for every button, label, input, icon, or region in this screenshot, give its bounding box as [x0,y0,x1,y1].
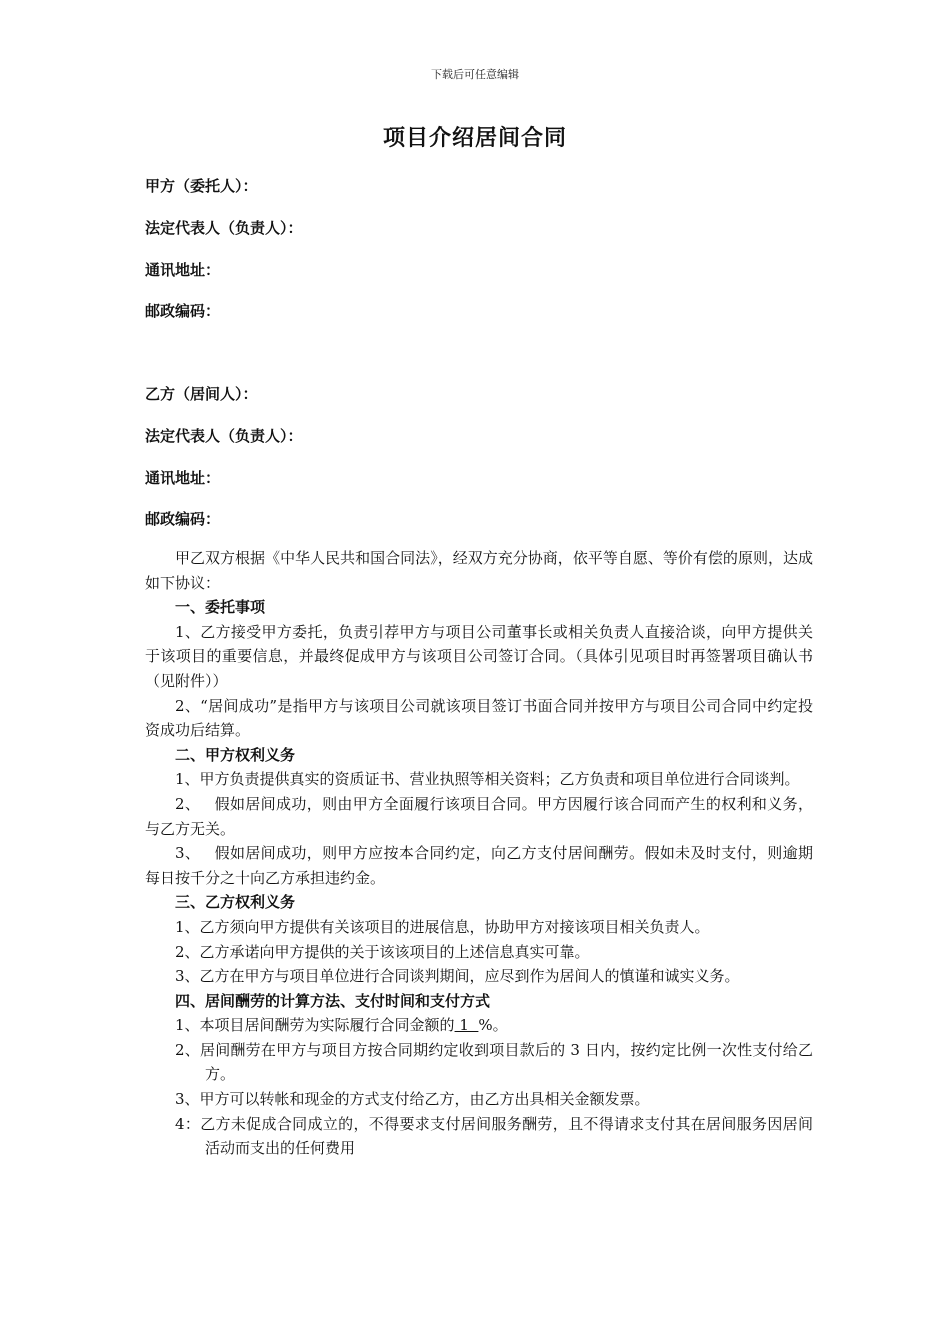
clause-paragraph [145,841,813,890]
page-title: 项目介绍居间合同 [382,126,567,151]
party-b-rep-label: 法定代表人（负责人）： [145,427,303,445]
clause-text: 假如居间成功，则由甲方全面履行该项目合同。甲方因履行该合同而产生的权利和义务，与乙方无关。 [145,794,813,838]
clause-number: 3、 [175,844,201,863]
clause-paragraph: 3、甲方可以转帐和现金的方式支付给乙方，由乙方出具相关金额发票。 [175,1090,650,1109]
clause-paragraph [145,792,813,841]
section-heading: 一、委托事项 [175,598,266,617]
clause-paragraph: 2、“居间成功”是指甲方与该项目公司就该项目签订书面合同并按甲方与项目公司合同中约定投资成功后结算。 [145,696,813,740]
commission-rate-value: 1 [454,1016,479,1035]
clause-paragraph: 1、乙方接受甲方委托，负责引荐甲方与项目公司董事长或相关负责人直接洽谈，向甲方提供关于该项目的重要信息，并最终促成甲方与该项目公司签订合同。（具体引见项目时再签署项目确认书（见附件）） [145,622,813,690]
clause-paragraph: 3、乙方在甲方与项目单位进行合同谈判期间，应尽到作为居间人的慎谨和诚实义务。 [175,967,740,986]
contract-body [145,546,813,1161]
clause-text: 假如居间成功，则甲方应按本合同约定，向乙方支付居间酬劳。假如未及时支付，则逾期每日按千分之十向乙方承担违约金。 [145,844,813,887]
clause-paragraph: 1、乙方须向甲方提供有关该项目的进展信息，协助甲方对接该项目相关负责人。 [175,917,710,936]
section-heading: 四、居间酬劳的计算方法、支付时间和支付方式 [175,991,491,1010]
party-a-rep-label: 法定代表人（负责人）： [145,219,303,237]
header-note: 下载后可任意编辑 [431,68,519,81]
section-heading: 二、甲方权利义务 [175,745,296,764]
clause-paragraph: 1、甲方负责提供真实的资质证书、营业执照等相关资料；乙方负责和项目单位进行合同谈判。 [175,770,800,789]
party-a-postcode-label: 邮政编码： [145,302,221,320]
clause-paragraph: 2、乙方承诺向甲方提供的关于该该项目的上述信息真实可靠。 [175,942,590,961]
section-heading: 三、乙方权利义务 [175,893,296,912]
party-a-address-label: 通讯地址： [145,261,221,279]
party-b-name-label: 乙方（居间人）： [145,385,258,403]
clause-paragraph: 4：乙方未促成合同成立的，不得要求支付居间服务酬劳，且不得请求支付其在居间服务因居间活动而支出的任何费用 [175,1114,813,1158]
clause-number: 2、 [175,794,201,813]
clause-paragraph [145,1013,813,1038]
clause-text: 1、本项目居间酬劳为实际履行合同金额的 [175,1016,455,1035]
party-a-name-label: 甲方（委托人）： [145,177,258,195]
clause-paragraph: 2、居间酬劳在甲方与项目方按合同期约定收到项目款后的 3 日内，按约定比例一次性支付给乙方。 [175,1040,813,1084]
party-b-postcode-label: 邮政编码： [145,510,221,528]
intro-paragraph: 甲乙双方根据《中华人民共和国合同法》，经双方充分协商，依平等自愿、等价有偿的原则，达成如下协议： [145,549,813,592]
clause-text: %。 [478,1016,508,1035]
party-b-address-label: 通讯地址： [145,469,221,487]
